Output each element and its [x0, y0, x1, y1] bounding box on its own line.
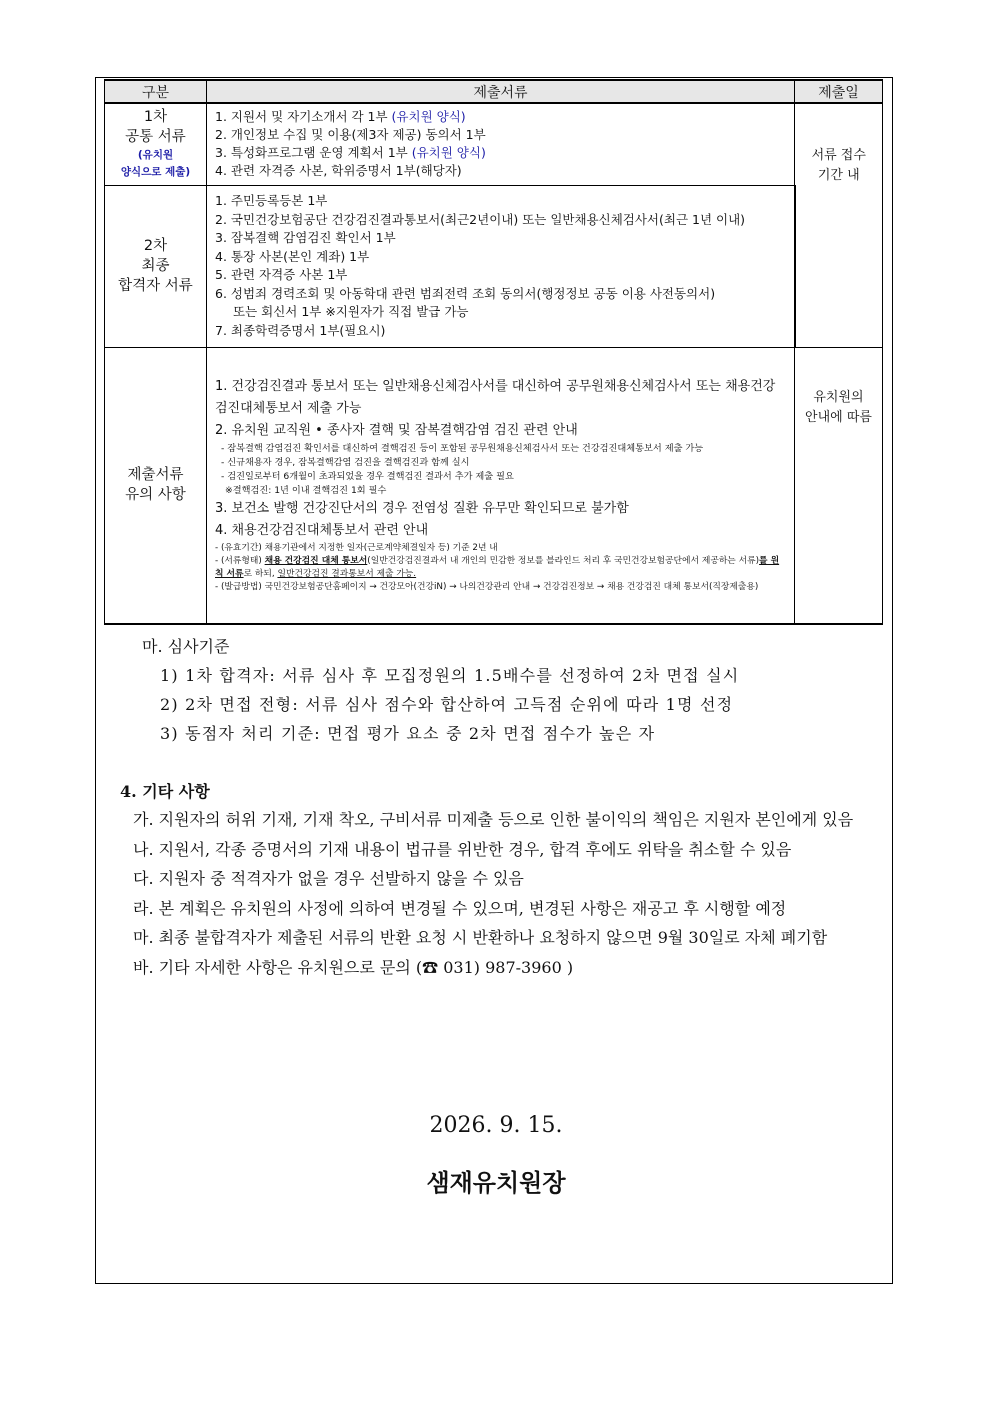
category-first-round	[105, 103, 207, 185]
category-notes	[105, 347, 207, 624]
other-item: 라. 본 계획은 유치원의 사정에 의하여 변경될 수 있으며, 변경된 사항은 재공고 후 시행할 예정	[133, 898, 787, 918]
signer-name: 샘재유치원장	[426, 1168, 566, 1197]
category-line: 최종	[141, 258, 170, 274]
document-date: 2026. 9. 15.	[429, 1113, 563, 1138]
note-sub-item: - (서류형태) 채용 건강검진 대체 통보서(일반건강검진결과서 내 개인의 민감한 정보를 블라인드 처리 후 국민건강보험공단에서 제공하는 서류)를 원칙 서류로 하되, 일반건강검진 결과통보서 제출 가능.	[215, 556, 780, 580]
header-category: 구분	[105, 80, 207, 103]
documents-second-round	[207, 185, 795, 347]
note-sub-item: - 신규채용자 경우, 잠복결핵감염 검진을 결핵검진과 함께 실시	[221, 457, 470, 469]
document-item: 1. 주민등록등본 1부	[215, 193, 328, 208]
category-note: (유치원	[137, 149, 174, 162]
note-item: 2. 유치원 교직원 • 종사자 결핵 및 잠복결핵감염 검진 관련 안내	[215, 423, 578, 439]
other-item: 가. 지원자의 허위 기재, 기재 착오, 구비서류 미제출 등으로 인한 불이익의 책임은 지원자 본인에게 있음	[133, 810, 854, 829]
other-matters	[120, 779, 853, 982]
header-documents: 제출서류	[207, 80, 795, 103]
document-item: 2. 개인정보 수집 및 이용(제3자 제공) 동의서 1부	[215, 127, 486, 143]
date-line: 기간 내	[817, 168, 860, 183]
document-item: 4. 관련 자격증 사본, 학위증명서 1부(해당자)	[215, 163, 462, 179]
other-title: 4. 기타 사항	[120, 782, 210, 801]
date-first-round	[795, 103, 883, 347]
document-requirements-table	[104, 79, 883, 625]
criteria-title: 마. 심사기준	[142, 637, 230, 656]
documents-notes	[207, 347, 795, 624]
other-item: 다. 지원자 중 적격자가 없을 경우 선발하지 않을 수 있음	[133, 869, 524, 888]
category-line: 공통 서류	[125, 129, 186, 146]
criteria-item: 1) 1차 합격자: 서류 심사 후 모집정원의 1.5배수를 선정하여 2차 면접 실시	[160, 666, 740, 685]
other-item: 바. 기타 자세한 사항은 유치원으로 문의 (☎ 031) 987-3960 )	[133, 957, 574, 977]
category-second-round	[105, 185, 207, 347]
documents-first-round	[207, 103, 795, 185]
document-item: 6. 성범죄 경력조회 및 아동학대 관련 범죄전력 조회 동의서(행정정보 공동 이용 사전동의서)	[215, 285, 716, 301]
document-item: 4. 통장 사본(본인 계좌) 1부	[215, 248, 370, 264]
criteria-item: 3) 동점자 처리 기준: 면접 평가 요소 중 2차 면접 점수가 높은 자	[160, 724, 656, 743]
document-item: 3. 특성화프로그램 운영 계획서 1부 (유치원 양식)	[215, 145, 486, 161]
note-sub-item: ※결핵검진: 1년 이내 결핵검진 1회 필수	[225, 485, 387, 497]
note-item: 1. 건강검진결과 통보서 또는 일반채용신체검사서를 대신하여 공무원채용신체검사서 또는 채용건강검진대체통보서 제출 가능	[215, 379, 776, 417]
other-item: 나. 지원서, 각종 증명서의 기재 내용이 법규를 위반한 경우, 합격 후에도 위탁을 취소할 수 있음	[133, 839, 792, 859]
criteria-item: 2) 2차 면접 전형: 서류 심사 점수와 합산하여 고득점 순위에 따라 1명 선정	[160, 695, 734, 714]
document-item: 5. 관련 자격증 사본 1부	[215, 267, 348, 282]
note-sub-item: - 검진일로부터 6개월이 초과되었을 경우 결핵검진 결과서 추가 제출 필요	[221, 471, 514, 483]
category-line: 유의 사항	[125, 487, 186, 504]
category-line: 2차	[143, 238, 168, 254]
category-line: 1차	[143, 109, 168, 126]
document-item: 또는 회신서 1부 ※지원자가 직접 발급 가능	[233, 304, 469, 319]
note-item: 4. 채용건강검진대체통보서 관련 안내	[215, 523, 429, 539]
table-row-notes	[105, 347, 883, 624]
document-item: 7. 최종학력증명서 1부(필요시)	[215, 322, 386, 338]
note-sub-item: - (유효기간) 채용기관에서 지정한 일자(근로계약체결일자 등) 기준 2년 내	[215, 543, 498, 554]
date-notes	[795, 347, 883, 624]
other-item: 마. 최종 불합격자가 제출된 서류의 반환 요청 시 반환하나 요청하지 않으면 9월 30일로 자체 폐기함	[133, 928, 828, 947]
category-line: 합격자 서류	[118, 278, 193, 294]
document-item: 1. 지원서 및 자기소개서 각 1부 (유치원 양식)	[215, 109, 466, 125]
note-sub-item: - 잠복결핵 감염검진 확인서를 대신하여 결핵검진 등이 포함된 공무원채용신체검사서 또는 건강검진대체통보서 제출 가능	[221, 443, 704, 455]
category-line: 제출서류	[127, 467, 184, 484]
date-line: 안내에 따름	[805, 409, 872, 425]
document-item: 3. 잠복결핵 감염검진 확인서 1부	[215, 230, 396, 245]
evaluation-criteria	[142, 632, 739, 748]
note-item: 3. 보건소 발행 건강진단서의 경우 전염성 질환 유무만 확인되므로 불가함	[215, 501, 629, 517]
date-line: 서류 접수	[811, 148, 866, 163]
note-sub-item: - (발급방법) 국민건강보험공단홈페이지 → 건강모아(건강iN) → 나의건강관리 안내 → 건강검진정보 → 채용 건강검진 대체 통보서(직장제출용)	[215, 582, 759, 593]
table-header-row	[105, 80, 883, 103]
category-note: 양식으로 제출)	[120, 166, 191, 179]
document-item: 2. 국민건강보험공단 건강검진결과통보서(최근2년이내) 또는 일반채용신체검사서(최근 1년 이내)	[215, 211, 746, 227]
table-row-first-round	[105, 103, 883, 185]
date-line: 유치원의	[813, 389, 864, 405]
header-date: 제출일	[795, 80, 883, 103]
table-row-second-round	[105, 185, 883, 347]
